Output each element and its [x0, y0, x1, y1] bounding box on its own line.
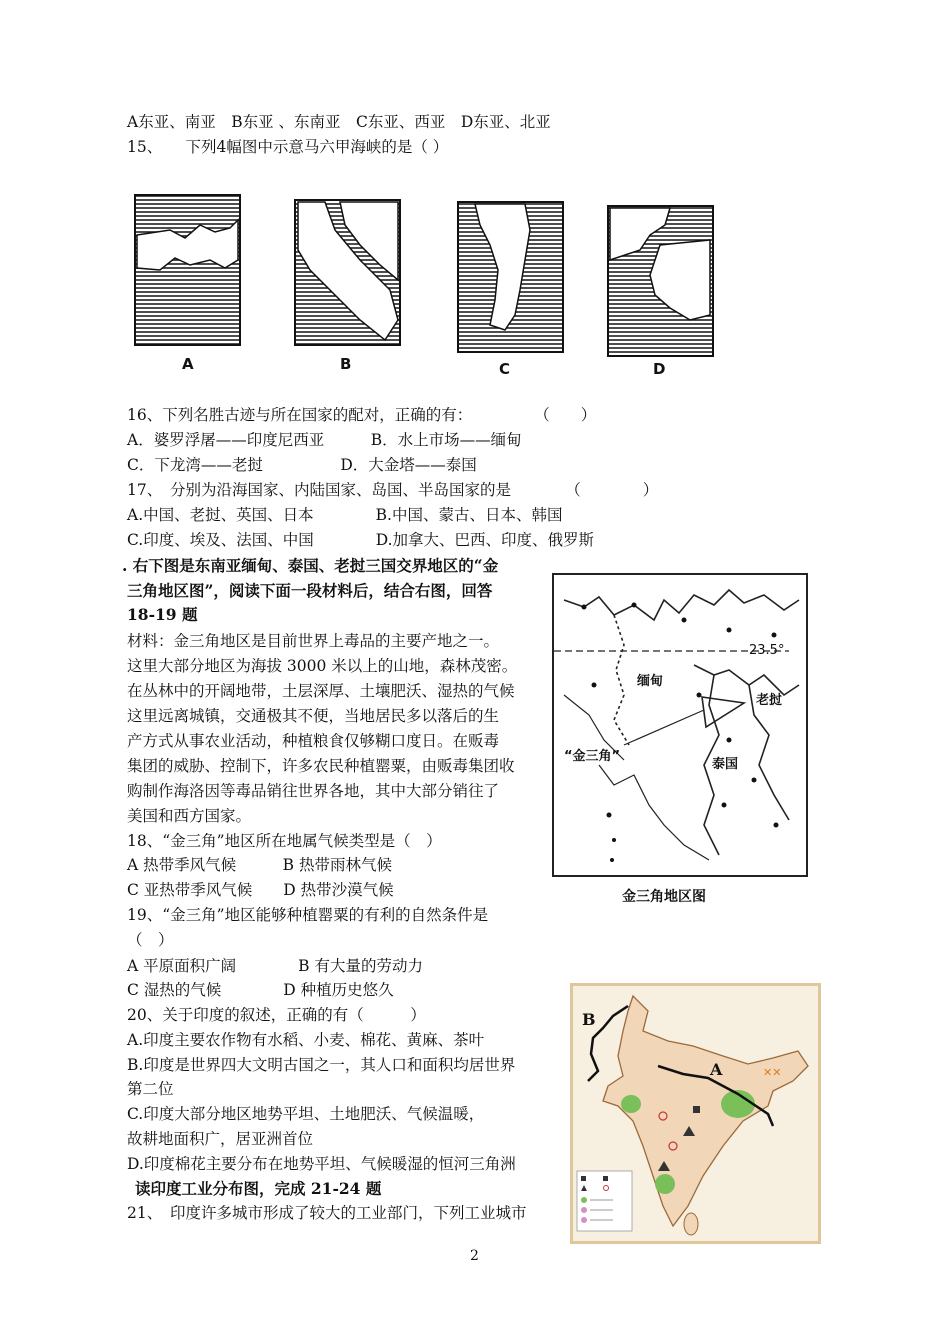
strait-label-a: A	[182, 355, 194, 373]
material-line: 美国和西方国家。	[127, 807, 252, 825]
india-industry-map	[570, 983, 821, 1244]
material-line: 集团的威胁、控制下，许多农民种植罂粟，由贩毒集团收	[127, 757, 515, 775]
page-number: 2	[470, 1248, 479, 1264]
strait-map-c	[458, 202, 563, 352]
svg-text:✕✕: ✕✕	[763, 1066, 782, 1079]
material-line: 在丛林中的开阔地带，土层深厚、土壤肥沃、湿热的气候	[127, 682, 515, 700]
strait-label-d: D	[653, 360, 666, 378]
q20-option-c: C.印度大部分地区地势平坦、土地肥沃、气候温暖，	[127, 1105, 485, 1123]
q15-stem: 15、 下列4幅图中示意马六甲海峡的是（ ）	[127, 138, 449, 156]
laos-label: 老挝	[756, 693, 783, 708]
golden-triangle-map	[552, 573, 808, 877]
q19-options-ab: A 平原面积广阔 B 有大量的劳动力	[127, 957, 423, 975]
q20-option-c-cont: 故耕地面积广，居亚洲首位	[127, 1130, 314, 1148]
q19-paren: （ ）	[127, 931, 174, 949]
strait-map-a	[135, 195, 240, 345]
q20-option-b-cont: 第二位	[127, 1080, 174, 1098]
myanmar-label: 缅甸	[637, 674, 664, 689]
q16-stem: 16、下列名胜古迹与所在国家的配对，正确的有： （ ）	[127, 406, 597, 424]
intro-line-1: . 右下图是东南亚缅甸、泰国、老挝三国交界地区的“金	[122, 556, 499, 575]
q20-option-a: A.印度主要农作物有水稻、小麦、棉花、黄麻、茶叶	[127, 1031, 485, 1049]
q17-options-ab: A.中国、老挝、英国、日本 B.中国、蒙古、日本、韩国	[127, 506, 563, 524]
q18-options-ab: A 热带季风气候 B 热带雨林气候	[127, 856, 392, 874]
golden-triangle-label: “金三角”	[564, 749, 621, 764]
q19-options-cd: C 湿热的气候 D 种植历史悠久	[127, 981, 394, 999]
strait-maps	[130, 190, 730, 385]
material-line: 材料：金三角地区是目前世界上毒品的主要产地之一。	[127, 632, 500, 650]
q16-options-ab: A．婆罗浮屠——印度尼西亚 B．水上市场——缅甸	[127, 431, 522, 449]
strait-map-d	[608, 206, 713, 356]
q16-options-cd: C．下龙湾——老挝 D．大金塔——泰国	[127, 456, 477, 474]
q17-options-cd: C.印度、埃及、法国、中国 D.加拿大、巴西、印度、俄罗斯	[127, 531, 595, 549]
strait-map-b	[295, 200, 400, 345]
strait-label-b: B	[340, 355, 352, 373]
india-label-a: A	[710, 1060, 723, 1079]
tropic-label: 23.5°	[749, 643, 785, 658]
thailand-label: 泰国	[712, 757, 739, 772]
material-line: 产方式从事农业活动，种植粮食仅够糊口度日。在贩毒	[127, 732, 500, 750]
golden-triangle-map-drawing	[554, 575, 806, 875]
q20-stem: 20、关于印度的叙述，正确的有（ ）	[127, 1006, 426, 1024]
golden-map-caption: 金三角地区图	[622, 889, 706, 905]
q17-stem: 17、 分别为沿海国家、内陆国家、岛国、半岛国家的是 （ ）	[127, 481, 659, 499]
q20-option-b: B.印度是世界四大文明古国之一，其人口和面积均居世界	[127, 1056, 516, 1074]
india-label-b: B	[582, 1010, 596, 1029]
q21-stem: 21、 印度许多城市形成了较大的工业部门，下列工业城市	[127, 1204, 527, 1222]
material-line: 这里大部分地区为海拔 3000 米以上的山地，森林茂密。	[127, 657, 518, 675]
material-line: 这里远离城镇，交通极其不便，当地居民多以落后的生	[127, 707, 500, 725]
q14-options: A东亚、南亚 B东亚 、东南亚 C东亚、西亚 D东亚、北亚	[127, 113, 551, 131]
india-map-drawing	[573, 986, 818, 1241]
intro-line-2: 三角地区图”，阅读下面一段材料后，结合右图，回答	[127, 581, 493, 600]
strait-label-c: C	[499, 360, 511, 378]
q20-option-d: D.印度棉花主要分布在地势平坦、气候暖湿的恒河三角洲	[127, 1155, 516, 1173]
material-line: 购制作海洛因等毒品销往世界各地，其中大部分销往了	[127, 782, 500, 800]
q18-options-cd: C 亚热带季风气候 D 热带沙漠气候	[127, 881, 394, 899]
intro-line-3: 18-19 题	[127, 605, 198, 624]
q19-stem: 19、“金三角”地区能够种植罂粟的有利的自然条件是	[127, 906, 489, 924]
read-india-instruction: 读印度工业分布图，完成 21-24 题	[135, 1179, 382, 1198]
q18-stem: 18、“金三角”地区所在地属气候类型是（ ）	[127, 832, 442, 850]
